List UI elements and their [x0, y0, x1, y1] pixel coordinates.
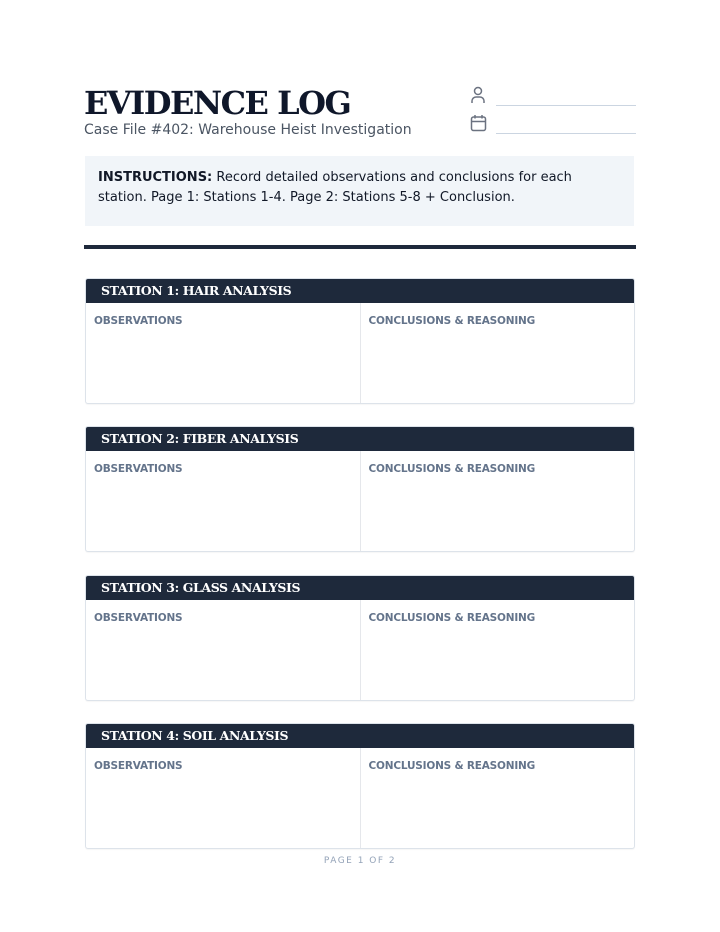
station-title: STATION 2: FIBER ANALYSIS [86, 427, 634, 451]
conclusions-label: CONCLUSIONS & REASONING [368, 463, 536, 475]
observations-area[interactable] [86, 748, 360, 848]
station-title: STATION 1: HAIR ANALYSIS [86, 279, 634, 303]
conclusions-label: CONCLUSIONS & REASONING [368, 612, 536, 624]
station-title: STATION 3: GLASS ANALYSIS [86, 576, 634, 600]
observations-area[interactable] [86, 451, 360, 551]
case-file-subtitle: Case File #402: Warehouse Heist Investigation [84, 122, 412, 138]
instructions-box [85, 156, 634, 226]
page-title: EVIDENCE LOG [84, 84, 351, 122]
conclusions-label: CONCLUSIONS & REASONING [368, 315, 536, 327]
observations-label: OBSERVATIONS [94, 463, 183, 475]
station-card [85, 723, 635, 849]
name-field[interactable] [470, 86, 636, 106]
date-field[interactable] [470, 114, 636, 134]
page-number: PAGE 1 OF 2 [323, 856, 397, 866]
instructions-text: Record detailed observations and conclusions for each station. Page 1: Stations 1-4. Page 2: Stations 5-8 + Conclusion. [98, 170, 572, 205]
conclusions-label: CONCLUSIONS & REASONING [368, 760, 536, 772]
name-line [496, 105, 636, 106]
instructions-label: INSTRUCTIONS: [98, 170, 213, 185]
observations-label: OBSERVATIONS [94, 315, 183, 327]
observations-area[interactable] [86, 303, 360, 403]
station-card [85, 575, 635, 701]
station-card [85, 278, 635, 404]
calendar-icon [470, 114, 487, 132]
station-card [85, 426, 635, 552]
conclusions-area[interactable] [360, 303, 635, 403]
date-line [496, 133, 636, 134]
observations-label: OBSERVATIONS [94, 612, 183, 624]
section-divider [84, 245, 636, 249]
conclusions-area[interactable] [360, 748, 635, 848]
station-title: STATION 4: SOIL ANALYSIS [86, 724, 634, 748]
observations-label: OBSERVATIONS [94, 760, 183, 772]
person-icon [470, 86, 486, 104]
conclusions-area[interactable] [360, 451, 635, 551]
observations-area[interactable] [86, 600, 360, 700]
conclusions-area[interactable] [360, 600, 635, 700]
